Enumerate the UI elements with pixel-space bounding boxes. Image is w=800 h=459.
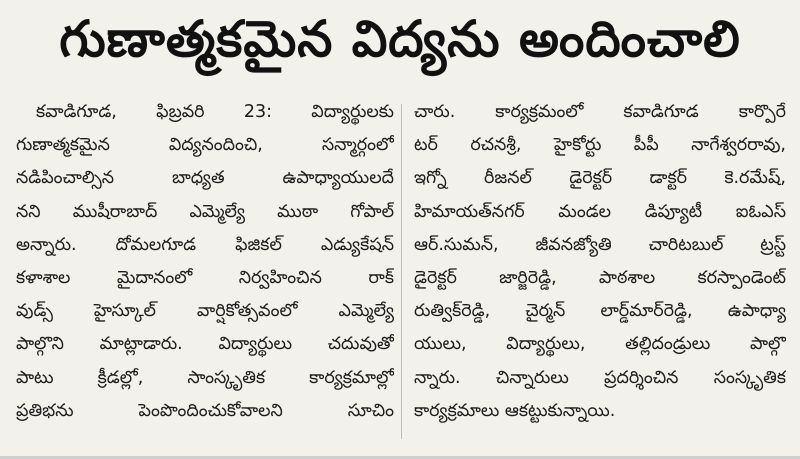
article-line: ఇగ్నో రీజనల్ డైరెక్టర్ డాక్టర్ కె.రమేష్, [414, 168, 786, 189]
article-line: కవాడిగూడ, ఫిబ్రవరి 23: విద్యార్థులకు [36, 102, 394, 122]
article-line: నని ముషీరాబాద్ ఎమ్మెల్యే ముఠా గోపాల్ [16, 201, 394, 222]
article-line: అన్నారు. దోమలగూడ ఫిజికల్ ఎడ్యుకేషన్ [16, 234, 394, 255]
article-line: రుత్విక్‌రెడ్డి, చైర్మన్ లార్డ్‌మార్‌రెడ్డి, ఉపాధ్యా [414, 301, 786, 322]
article-line: కార్యక్రమాలు ఆకట్టుకున్నాయి. [414, 400, 616, 421]
article-column-left [16, 96, 394, 428]
article-line: నడిపించాల్సిన బాధ్యత ఉపాధ్యాయులదే [16, 168, 394, 189]
article-line: యులు, విద్యార్థులు, తల్లిదండ్రులు పాల్గొ [414, 334, 786, 355]
headline: గుణాత్మకమైన విద్యను అందించాలి [59, 9, 741, 68]
article-line: పాటు క్రీడల్లో, సాంస్కృతిక కార్యక్రమాల్లో [16, 367, 394, 388]
article-line: డైరెక్టర్ జార్జిరెడ్డి, పాఠశాల కరస్పాండెంట్ [414, 268, 786, 289]
article-line: పాల్గొని మాట్లాడారు. విద్యార్థులు చదువుతో [16, 334, 394, 355]
article-line: ప్రతిభను పెంపొందించుకోవాలని సూచిం [16, 400, 394, 421]
article-line: గుణాత్మకమైన విద్యనందించి, సన్మార్గంలో [16, 135, 394, 156]
article-column-right [414, 96, 786, 428]
article-line: టర్ రచనశ్రీ, హైకోర్టు పీపీ నాగేశ్వరరావు, [414, 135, 786, 156]
column-divider [401, 104, 402, 439]
article-line: హిమాయత్‌నగర్ మండల డిప్యూటీ ఐఓఎస్ [414, 201, 786, 222]
article-line: కళాశాల మైదానంలో నిర్వహించిన రాక్ [16, 268, 394, 289]
article-line: న్నారు. చిన్నారులు ప్రదర్శించిన సంస్కృతిక [414, 367, 786, 388]
article-line: వుడ్స్ హైస్కూల్ వార్షికోత్సవంలో ఎమ్మెల్యే [16, 301, 394, 322]
article-line: ఆర్.సుమన్, జీవనజ్యోతి చారిటబుల్ ట్రస్ట్ [414, 234, 786, 255]
article-line: చారు. కార్యక్రమంలో కవాడిగూడ కార్పొరే [414, 102, 786, 122]
